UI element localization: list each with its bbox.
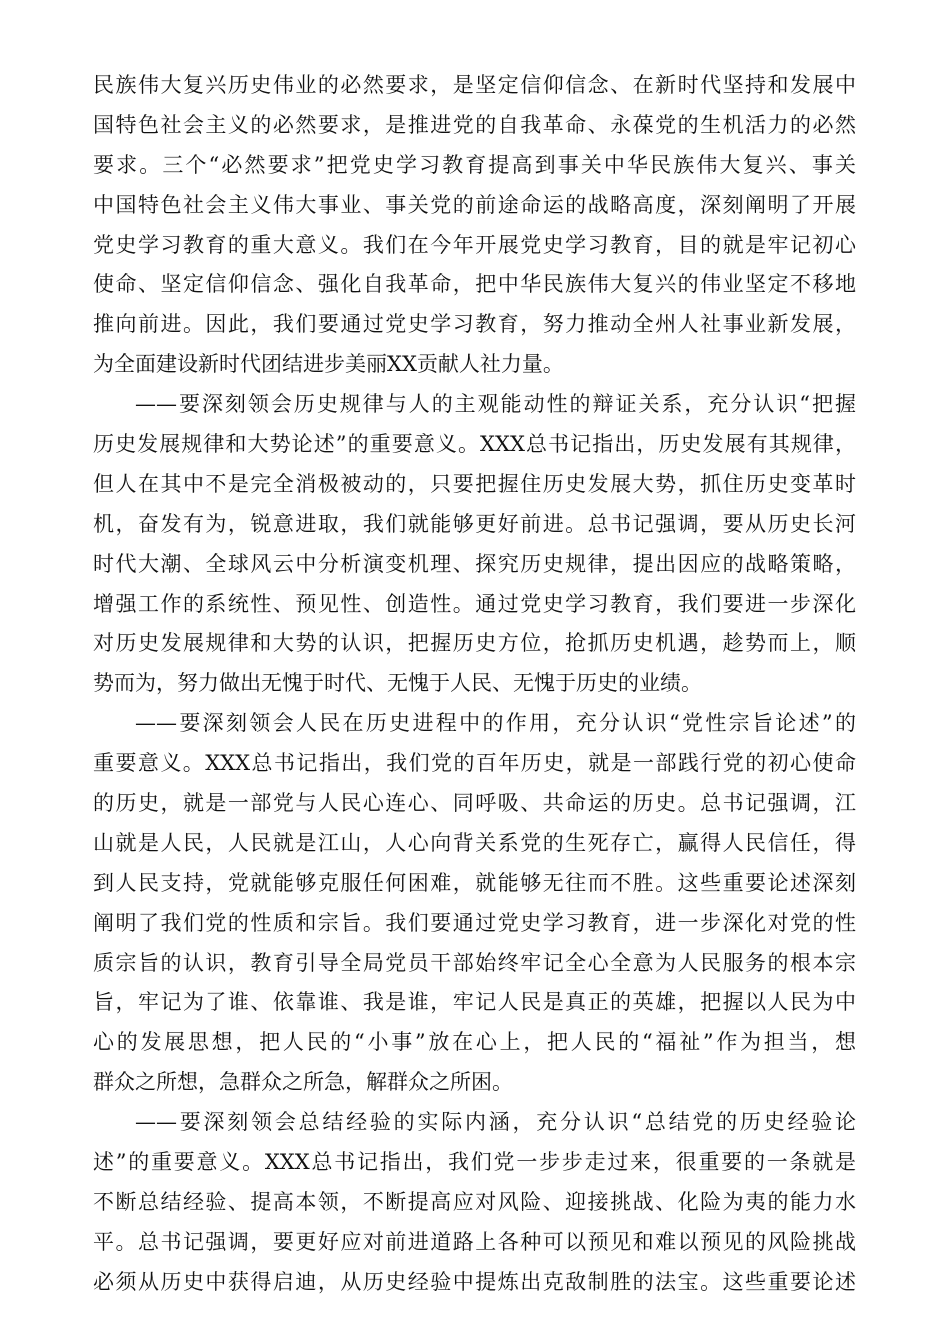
paragraph bbox=[93, 385, 856, 704]
text-line: 群众之所想，急群众之所急，解群众之所困。 bbox=[93, 1070, 513, 1095]
text-line: ——要深刻领会历史规律与人的主观能动性的辩证关系，充分认识“把握 bbox=[135, 392, 856, 417]
text-line: 的历史，就是一部党与人民心连心、同呼吸、共命运的历史。总书记强调，江 bbox=[93, 791, 856, 816]
text-line: 推向前进。因此，我们要通过党史学习教育，努力推动全州人社事业新发展， bbox=[93, 312, 856, 337]
paragraph bbox=[93, 66, 856, 385]
paragraph bbox=[93, 704, 856, 1103]
text-line: ——要深刻领会总结经验的实际内涵，充分认识“总结党的历史经验论 bbox=[135, 1110, 856, 1135]
text-line: 使命、坚定信仰信念、强化自我革命，把中华民族伟大复兴的伟业坚定不移地 bbox=[93, 272, 856, 297]
text-line: 到人民支持，党就能够克服任何困难，就能够无往而不胜。这些重要论述深刻 bbox=[93, 870, 856, 895]
text-line: 述”的重要意义。XXX总书记指出，我们党一步步走过来，很重要的一条就是 bbox=[93, 1150, 856, 1175]
text-line: 要求。三个“必然要求”把党史学习教育提高到事关中华民族伟大复兴、事关 bbox=[93, 152, 856, 177]
text-line: 阐明了我们党的性质和宗旨。我们要通过党史学习教育，进一步深化对党的性 bbox=[93, 910, 856, 935]
text-line: 为全面建设新时代团结进步美丽XX贡献人社力量。 bbox=[93, 352, 564, 377]
text-line: 质宗旨的认识，教育引导全局党员干部始终牢记全心全意为人民服务的根本宗 bbox=[93, 950, 856, 975]
paragraph bbox=[93, 1103, 856, 1302]
text-line: 旨，牢记为了谁、依靠谁、我是谁，牢记人民是真正的英雄，把握以人民为中 bbox=[93, 990, 856, 1015]
text-line: 对历史发展规律和大势的认识，把握历史方位，抢抓历史机遇，趁势而上，顺 bbox=[93, 631, 856, 656]
text-line: 心的发展思想，把人民的“小事”放在心上，把人民的“福祉”作为担当，想 bbox=[93, 1030, 856, 1055]
text-line: 势而为，努力做出无愧于时代、无愧于人民、无愧于历史的业绩。 bbox=[93, 671, 702, 696]
text-line: 重要意义。XXX总书记指出，我们党的百年历史，就是一部践行党的初心使命 bbox=[93, 751, 856, 776]
text-line: 时代大潮、全球风云中分析演变机理、探究历史规律，提出因应的战略策略， bbox=[93, 551, 856, 576]
text-line: 历史发展规律和大势论述”的重要意义。XXX总书记指出，历史发展有其规律， bbox=[93, 432, 856, 457]
text-line: 但人在其中不是完全消极被动的，只要把握住历史发展大势，抓住历史变革时 bbox=[93, 471, 856, 496]
text-line: 山就是人民，人民就是江山，人心向背关系党的生死存亡，赢得人民信任，得 bbox=[93, 830, 856, 855]
text-line: 民族伟大复兴历史伟业的必然要求，是坚定信仰信念、在新时代坚持和发展中 bbox=[93, 73, 856, 97]
text-line: ——要深刻领会人民在历史进程中的作用，充分认识“党性宗旨论述”的 bbox=[135, 711, 856, 736]
text-line: 必须从历史中获得启迪，从历史经验中提炼出克敌制胜的法宝。这些重要论述 bbox=[93, 1269, 856, 1294]
text-line: 机，奋发有为，锐意进取，我们就能够更好前进。总书记强调，要从历史长河 bbox=[93, 511, 856, 536]
text-line: 平。总书记强调，要更好应对前进道路上各种可以预见和难以预见的风险挑战 bbox=[93, 1229, 856, 1254]
text-line: 不断总结经验、提高本领，不断提高应对风险、迎接挑战、化险为夷的能力水 bbox=[93, 1189, 856, 1214]
text-line: 党史学习教育的重大意义。我们在今年开展党史学习教育，目的就是牢记初心 bbox=[93, 232, 856, 257]
text-line: 增强工作的系统性、预见性、创造性。通过党史学习教育，我们要进一步深化 bbox=[93, 591, 856, 616]
text-line: 中国特色社会主义伟大事业、事关党的前途命运的战略高度，深刻阐明了开展 bbox=[93, 192, 856, 217]
text-line: 国特色社会主义的必然要求，是推进党的自我革命、永葆党的生机活力的必然 bbox=[93, 112, 856, 137]
document-body bbox=[93, 66, 856, 1303]
